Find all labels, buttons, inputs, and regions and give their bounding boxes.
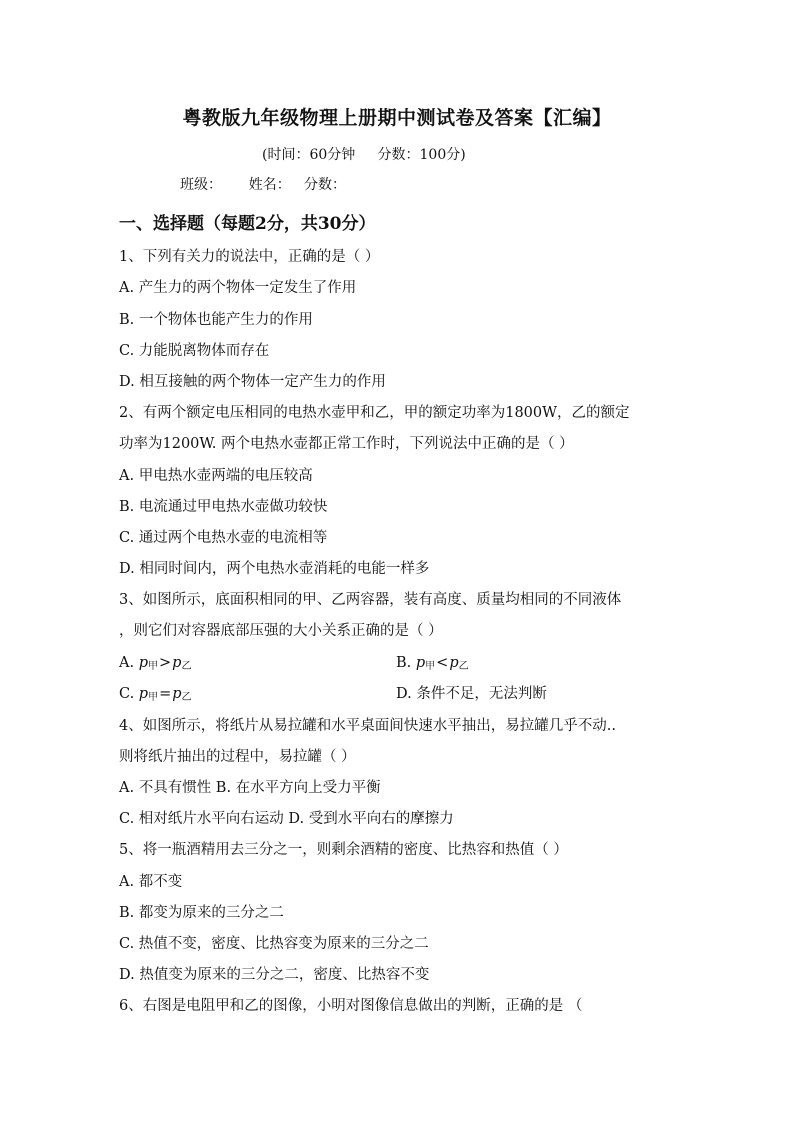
exam-meta: (时间：60分钟 分数：100分) <box>262 147 466 163</box>
question-4-line-1: 4、如图所示，将纸片从易拉罐和水平桌面间快速水平抽出，易拉罐几乎不动.. <box>119 718 616 734</box>
q3-a-sub2: 乙 <box>181 661 192 672</box>
q3-a-var2: p <box>172 655 182 671</box>
q3-b-sub1: 甲 <box>425 661 436 672</box>
q2-option-b: B. 电流通过甲电热水壶做功较快 <box>119 499 328 515</box>
q3-option-b <box>396 653 469 675</box>
question-2-line-2: 功率为1200W. 两个电热水壶都正常工作时，下列说法中正确的是（ ） <box>119 436 574 452</box>
q3-c-var1: p <box>138 686 149 702</box>
question-2-line-1: 2、有两个额定电压相同的电热水壶甲和乙，甲的额定功率为1800W，乙的额定 <box>119 405 630 421</box>
q2-option-d: D. 相同时间内，两个电热水壶消耗的电能一样多 <box>119 561 430 577</box>
question-5: 5、将一瓶酒精用去三分之一，则剩余酒精的密度、比热容和热值（ ） <box>119 842 568 858</box>
question-6: 6、右图是电阻甲和乙的图像，小明对图像信息做出的判断，正确的是 （ <box>119 998 583 1014</box>
q3-c-sub2: 乙 <box>181 692 192 703</box>
q4-options-cd: C. 相对纸片水平向右运动 D. 受到水平向右的摩擦力 <box>119 811 454 827</box>
q1-option-a: A. 产生力的两个物体一定发生了作用 <box>119 280 357 296</box>
q3-b-sub2: 乙 <box>458 661 469 672</box>
q3-option-c-label: C. <box>119 686 135 702</box>
question-4-line-2: 则将纸片抽出的过程中，易拉罐（ ） <box>119 749 356 765</box>
q3-a-sub1: 甲 <box>148 661 158 672</box>
q3-b-var1: p <box>415 655 426 671</box>
q3-c-var2: p <box>172 686 182 702</box>
q5-option-d: D. 热值变为原来的三分之二，密度、比热容不变 <box>119 967 430 983</box>
q3-option-d: D. 条件不足，无法判断 <box>396 686 547 702</box>
q3-option-c <box>119 684 192 706</box>
q5-option-a: A. 都不变 <box>119 874 183 890</box>
q3-b-var2: p <box>449 655 459 671</box>
q3-a-relation: > <box>159 655 172 671</box>
q2-option-c: C. 通过两个电热水壶的电流相等 <box>119 530 328 546</box>
q3-c-sub1: 甲 <box>148 692 159 703</box>
q3-b-relation: < <box>436 655 449 671</box>
q3-option-a-label: A. <box>119 655 135 671</box>
question-3-line-1: 3、如图所示，底面积相同的甲、乙两容器，装有高度、质量均相同的不同液体 <box>119 592 622 608</box>
section-heading: 一、选择题（每题2分，共30分） <box>119 214 376 234</box>
q1-option-d: D. 相互接触的两个物体一定产生力的作用 <box>119 374 386 390</box>
q3-option-a <box>119 653 191 675</box>
q3-c-relation: = <box>159 686 172 702</box>
question-3-line-2: ，则它们对容器底部压强的大小关系正确的是（ ） <box>119 623 443 639</box>
q4-options-ab: A. 不具有惯性 B. 在水平方向上受力平衡 <box>119 780 381 796</box>
q3-a-var1: p <box>138 655 148 671</box>
question-1: 1、下列有关力的说法中，正确的是（ ） <box>119 249 380 265</box>
page-title: 粤教版九年级物理上册期中测试卷及答案【汇编】 <box>182 107 612 129</box>
q5-option-b: B. 都变为原来的三分之二 <box>119 905 284 921</box>
q3-option-b-label: B. <box>396 655 412 671</box>
q5-option-c: C. 热值不变，密度、比热容变为原来的三分之二 <box>119 936 429 952</box>
q1-option-b: B. 一个物体也能产生力的作用 <box>119 312 313 328</box>
student-info-line: 班级： 姓名： 分数： <box>180 177 347 193</box>
q1-option-c: C. 力能脱离物体而存在 <box>119 343 270 359</box>
q2-option-a: A. 甲电热水壶两端的电压较高 <box>119 468 313 484</box>
